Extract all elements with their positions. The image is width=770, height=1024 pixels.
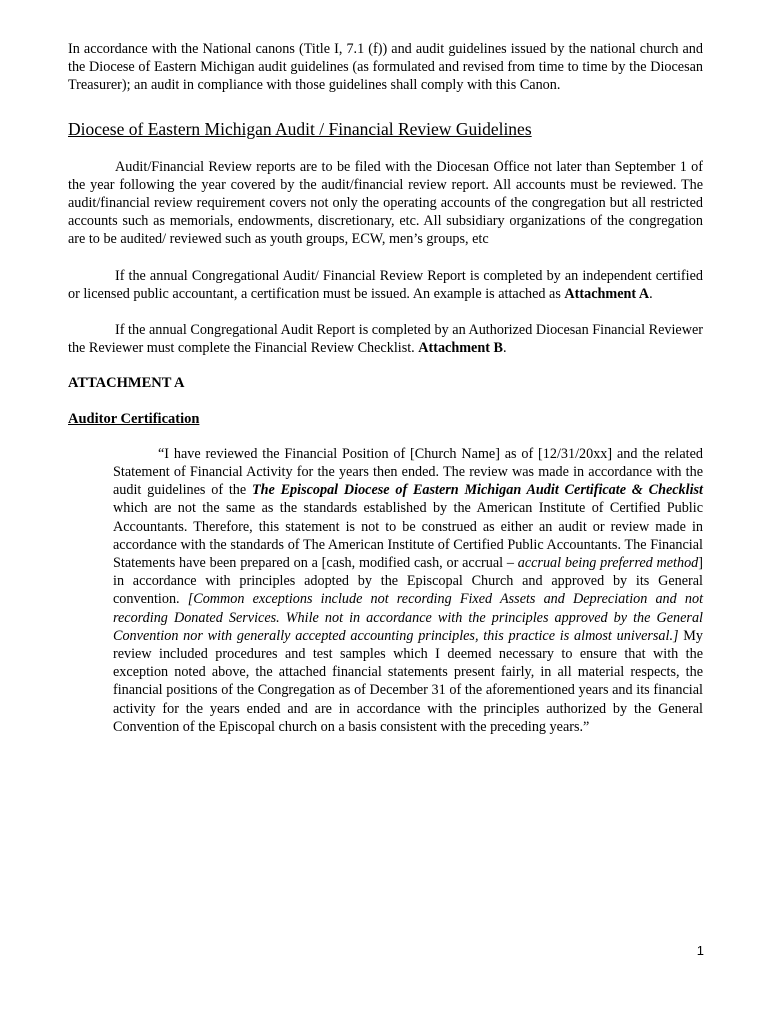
accrual-note: accrual being preferred method (517, 555, 699, 572)
auditor-certification-title: Auditor Certification (68, 410, 200, 427)
independent-accountant-text: If the annual Congregational Audit/ Financial Review Report is completed by an independent certified or licensed public accountant, a certification must be issued. An example is attached as (68, 267, 703, 302)
independent-accountant-paragraph (68, 267, 703, 303)
page-number: 1 (696, 943, 704, 958)
certification-text-3: ] in accordance with principles adopted by the Episcopal Church and approved by its General convention. (113, 555, 703, 608)
independent-accountant-end: . (649, 285, 653, 302)
intro-paragraph: In accordance with the National canons (Title I, 7.1 (f)) and audit guidelines issued by the national church and the Diocese of Eastern Michigan audit guidelines (as formulated and revised from time to time by the Diocesan Treasurer); an audit in compliance with those guidelines shall comply with this Canon. (68, 41, 703, 94)
certification-text-2: which are not the same as the standards established by the American Institute of Certified Public Accountants. Therefore, this statement is not to be construed as either an audit or review made in accordance with the standards of The American Institute of Certified Public Accountants. The Financial Statements have been prepared on a [cash, modified cash, or accrual – (113, 500, 703, 572)
guidelines-heading: Diocese of Eastern Michigan Audit / Financial Review Guidelines (68, 118, 532, 139)
document-page (68, 40, 703, 736)
certification-statement (113, 445, 703, 736)
filing-requirements-paragraph: Audit/Financial Review reports are to be filed with the Diocesan Office not later than September 1 of the year following the year covered by the audit/financial review report. All accounts must be reviewed. The audit/financial review requirement covers not only the operating accounts of the congregation but all restricted accounts such as memorials, endowments, discretionary, etc. All subsidiary organizations of the congregation are to be audited/ reviewed such as youth groups, ECW, men’s groups, etc (68, 158, 703, 248)
attachment-b-reference: Attachment B (418, 340, 503, 357)
diocesan-reviewer-text: If the annual Congregational Audit Report is completed by an Authorized Diocesan Financial Reviewer the Reviewer must complete the Financial Review Checklist. (68, 322, 703, 357)
diocesan-reviewer-paragraph (68, 321, 703, 357)
certification-text-1: “I have reviewed the Financial Position of [Church Name] as of [12/31/20xx] and the related Statement of Financial Activity for the years then ended. The review was made in accordance with the audit guidelines of the (113, 445, 703, 499)
attachment-a-reference: Attachment A (564, 285, 650, 302)
attachment-a-title: ATTACHMENT A (68, 375, 185, 392)
common-exceptions-note: [Common exceptions include not recording Fixed Assets and Depreciation and not recording Donated Services. While not in accordance with the principles approved by the General Convention nor with generally accepted accounting principles, this practice is almost universal.] (113, 591, 704, 644)
certification-text-4: My review included procedures and test samples which I deemed necessary to ensure that with the exception noted above, the attached financial statements present fairly, in all material respects, the financial positions of the Congregation as of December 31 of the aforementioned years and its financial activity for the years ended and are in accordance with the principles authorized by the General Convention of the Episcopal church on a basis consistent with the preceding years.” (113, 627, 703, 735)
diocesan-reviewer-end: . (502, 340, 507, 357)
certification-checklist-name: The Episcopal Diocese of Eastern Michigan Audit Certificate & Checklist (251, 482, 703, 499)
